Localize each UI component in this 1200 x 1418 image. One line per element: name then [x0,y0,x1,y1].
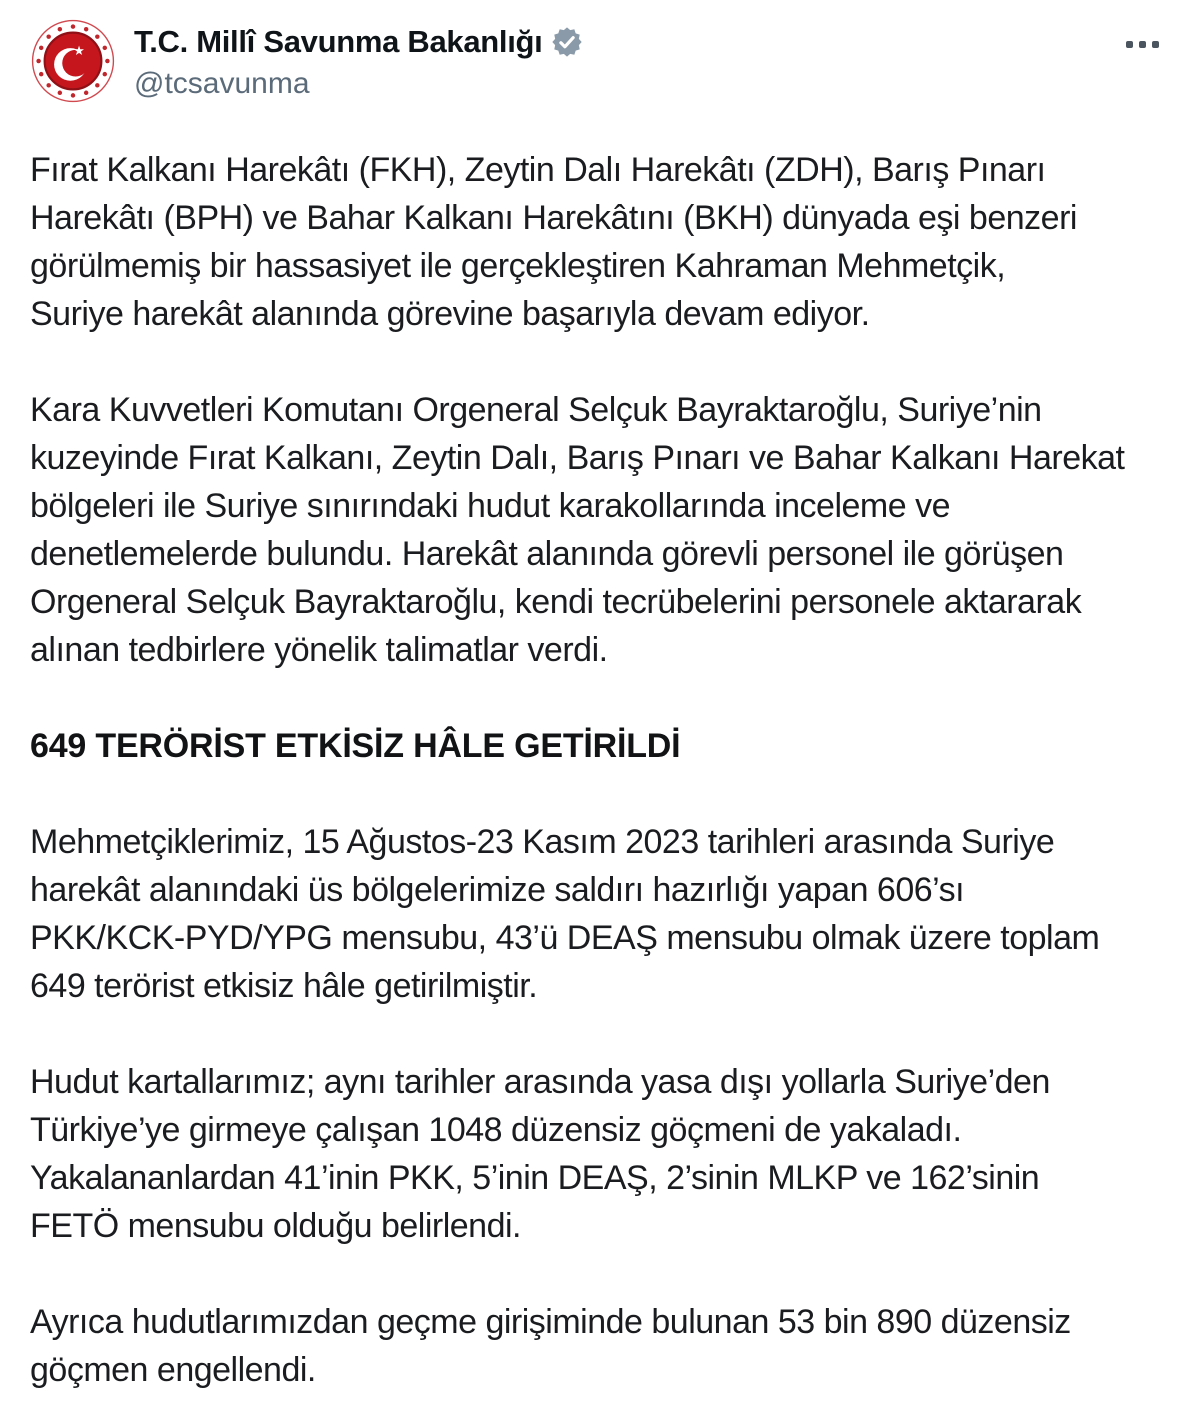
tweet-paragraph [30,146,1170,338]
tweet-text-line: Kara Kuvvetleri Komutanı Orgeneral Selçuk Bayraktaroğlu, Suriye’nin [30,391,1042,429]
tweet-text-line: PKK/KCK-PYD/YPG mensubu, 43’ü DEAŞ mensubu olmak üzere toplam [30,919,1100,957]
tweet-text-line: alınan tedbirlere yönelik talimatlar verdi. [30,631,608,669]
tweet-text-line: Fırat Kalkanı Harekâtı (FKH), Zeytin Dalı Harekâtı (ZDH), Barış Pınarı [30,151,1046,189]
tweet-text-line: FETÖ mensubu olduğu belirlendi. [30,1207,521,1245]
tweet-text-line: Türkiye’ye girmeye çalışan 1048 düzensiz göçmeni de yakaladı. [30,1111,962,1149]
more-horizontal-icon [1152,41,1159,48]
tweet-text-line: Mehmetçiklerimiz, 15 Ağustos-23 Kasım 2023 tarihleri arasında Suriye [30,823,1055,861]
tweet-text-line: kuzeyinde Fırat Kalkanı, Zeytin Dalı, Barış Pınarı ve Bahar Kalkanı Harekat [30,439,1125,477]
tweet-text-line: 649 TERÖRİST ETKİSİZ HÂLE GETİRİLDİ [30,727,681,765]
ministry-emblem-icon [30,18,116,104]
tweet-text-line: denetlemelerde bulundu. Harekât alanında görevli personel ile görüşen [30,535,1064,573]
tweet-header [0,0,1200,104]
user-handle[interactable]: @tcsavunma [134,67,310,100]
tweet-text [0,146,1200,1394]
more-options-button[interactable] [1116,26,1168,62]
tweet-paragraph [30,1058,1170,1250]
svg-text:★: ★ [73,43,85,59]
tweet-text-line: Yakalananlardan 41’inin PKK, 5’inin DEAŞ, 2’sinin MLKP ve 162’sinin [30,1159,1040,1197]
tweet-paragraph [30,1298,1170,1394]
tweet-text-line: bölgeleri ile Suriye sınırındaki hudut karakollarında inceleme ve [30,487,951,525]
user-identity [134,18,583,104]
tweet-paragraph [30,386,1170,674]
tweet-text-line: Hudut kartallarımız; aynı tarihler arasında yasa dışı yollarla Suriye’den [30,1063,1050,1101]
display-name[interactable]: T.C. Millî Savunma Bakanlığı [134,24,543,59]
tweet-text-line: Suriye harekât alanında görevine başarıyla devam ediyor. [30,295,870,333]
verified-badge-icon [551,26,583,58]
tweet-text-line: Harekâtı (BPH) ve Bahar Kalkanı Harekâtını (BKH) dünyada eşi benzeri [30,199,1077,237]
tweet-paragraph [30,818,1170,1010]
tweet-heading [30,722,1170,770]
avatar[interactable] [30,18,116,104]
more-horizontal-icon [1126,41,1133,48]
tweet-text-line: harekât alanındaki üs bölgelerimize saldırı hazırlığı yapan 606’sı [30,871,965,909]
tweet-text-line: Ayrıca hudutlarımızdan geçme girişiminde bulunan 53 bin 890 düzensiz [30,1303,1071,1341]
tweet-text-line: 649 terörist etkisiz hâle getirilmiştir. [30,967,538,1005]
tweet-text-line: Orgeneral Selçuk Bayraktaroğlu, kendi tecrübelerini personele aktararak [30,583,1082,621]
tweet-text-line: göçmen engellendi. [30,1351,316,1389]
more-horizontal-icon [1139,41,1146,48]
tweet-text-line: görülmemiş bir hassasiyet ile gerçekleştiren Kahraman Mehmetçik, [30,247,1006,285]
